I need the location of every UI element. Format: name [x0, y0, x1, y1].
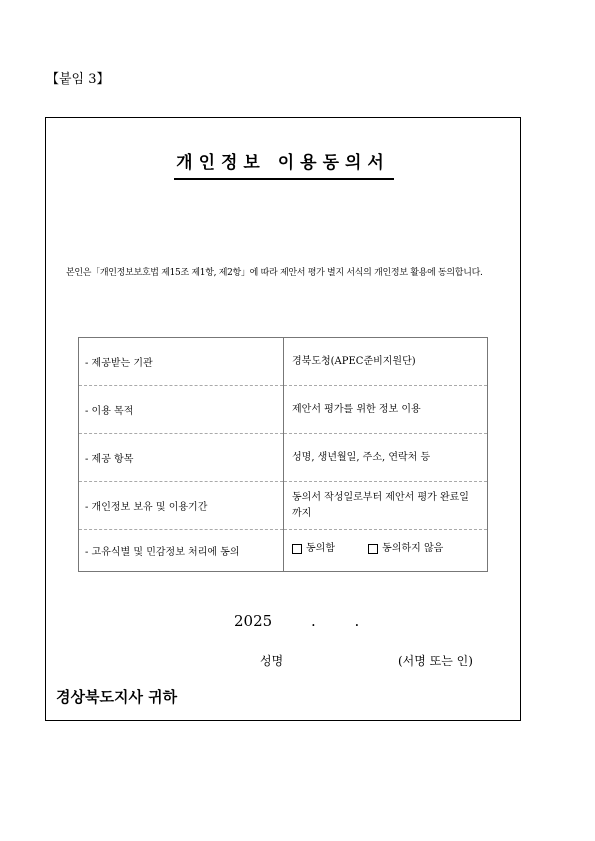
form-title: 개인정보 이용동의서: [176, 153, 390, 173]
disagree-option[interactable]: [368, 541, 443, 557]
consent-statement: 본인은「개인정보보호법 제15조 제1항, 제2항」에 따라 제안서 평가 별지 서식의 개인정보 활용에 동의합니다.: [66, 268, 483, 278]
consent-options: [284, 530, 488, 572]
attachment-label: 【붙임 3】: [46, 72, 110, 87]
date-month-sep: .: [310, 612, 316, 630]
table-row: [79, 482, 488, 530]
title-underline: [174, 178, 394, 180]
table-row: [79, 338, 488, 386]
row-value: 성명, 생년월일, 주소, 연락처 등: [284, 434, 488, 482]
row-value: 동의서 작성일로부터 제안서 평가 완료일 까지: [284, 482, 488, 530]
table-row: [79, 386, 488, 434]
row-label: - 이용 목적: [79, 386, 284, 434]
consent-row: [79, 530, 488, 572]
info-table: [78, 337, 488, 572]
row-label: - 제공 항목: [79, 434, 284, 482]
consent-label: - 고유식별 및 민감정보 처리에 동의: [79, 530, 284, 572]
row-label: - 제공받는 기관: [79, 338, 284, 386]
row-label: - 개인정보 보유 및 이용기간: [79, 482, 284, 530]
table-row: [79, 434, 488, 482]
addressee: 경상북도지사 귀하: [56, 688, 178, 706]
row-value: 제안서 평가를 위한 정보 이용: [284, 386, 488, 434]
signature-note: (서명 또는 인): [398, 654, 473, 668]
signature-label: 성명: [260, 654, 284, 668]
date-year: 2025: [234, 612, 273, 630]
consent-form: [45, 117, 521, 721]
agree-label: 동의함: [306, 543, 335, 554]
disagree-label: 동의하지 않음: [382, 543, 444, 554]
date-day-sep: .: [354, 612, 360, 630]
row-value: 경북도청(APEC준비지원단): [284, 338, 488, 386]
date-line: [234, 612, 359, 630]
agree-checkbox[interactable]: [292, 544, 302, 554]
agree-option[interactable]: [292, 541, 335, 557]
disagree-checkbox[interactable]: [368, 544, 378, 554]
